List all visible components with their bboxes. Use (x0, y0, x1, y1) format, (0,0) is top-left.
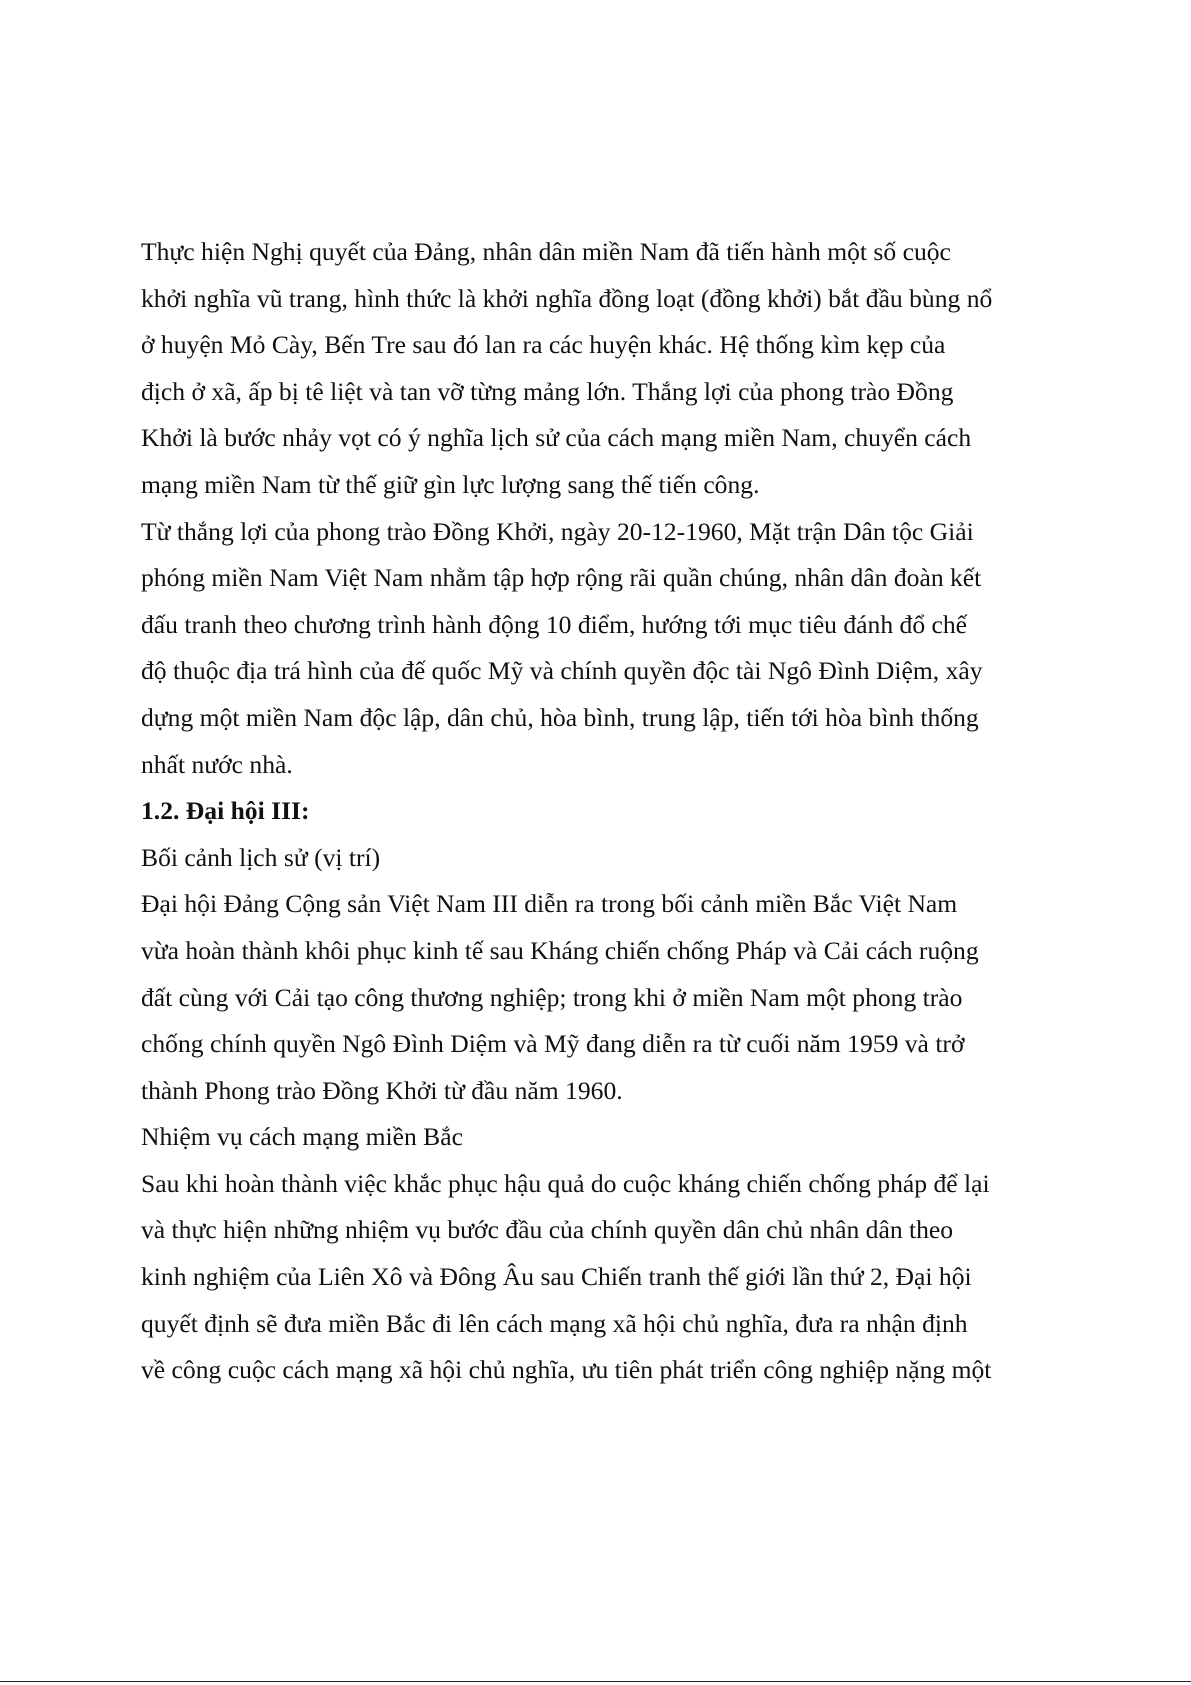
document-body (141, 229, 1051, 1394)
text-line: dựng một miền Nam độc lập, dân chủ, hòa bình, trung lập, tiến tới hòa bình thống (141, 702, 979, 732)
text-line: và thực hiện những nhiệm vụ bước đầu của chính quyền dân chủ nhân dân theo (141, 1215, 954, 1245)
text-line: đất cùng với Cải tạo công thương nghiệp; trong khi ở miền Nam một phong trào (141, 982, 963, 1012)
section-heading: 1.2. Đại hội III: (141, 796, 310, 826)
text-line: Khởi là bước nhảy vọt có ý nghĩa lịch sử của cách mạng miền Nam, chuyển cách (141, 423, 972, 453)
paragraph-dong-khoi (141, 229, 1051, 509)
paragraph-mat-tran (141, 509, 1051, 789)
text-line: Từ thắng lợi của phong trào Đồng Khởi, ngày 20-12-1960, Mặt trận Dân tộc Giải (141, 516, 974, 546)
text-line: địch ở xã, ấp bị tê liệt và tan vỡ từng mảng lớn. Thắng lợi của phong trào Đồng (141, 376, 954, 406)
text-line: mạng miền Nam từ thế giữ gìn lực lượng sang thế tiến công. (141, 469, 760, 499)
paragraph-dai-hoi (141, 881, 1051, 1114)
text-line: kinh nghiệm của Liên Xô và Đông Âu sau Chiến tranh thế giới lần thứ 2, Đại hội (141, 1262, 972, 1292)
text-line: Sau khi hoàn thành việc khắc phục hậu quả do cuộc kháng chiến chống pháp để lại (141, 1168, 990, 1198)
paragraph-nhiem-vu (141, 1161, 1051, 1394)
subheading-nhiem-vu: Nhiệm vụ cách mạng miền Bắc (141, 1122, 463, 1152)
text-line: chống chính quyền Ngô Đình Diệm và Mỹ đang diễn ra từ cuối năm 1959 và trở (141, 1029, 965, 1059)
text-line: Thực hiện Nghị quyết của Đảng, nhân dân miền Nam đã tiến hành một số cuộc (141, 237, 951, 266)
text-line: nhất nước nhà. (141, 749, 293, 779)
subheading-boi-canh: Bối cảnh lịch sử (vị trí) (141, 842, 381, 872)
text-line: thành Phong trào Đồng Khởi từ đầu năm 1960. (141, 1075, 623, 1105)
text-line: đấu tranh theo chương trình hành động 10 điểm, hướng tới mục tiêu đánh đổ chế (141, 609, 968, 639)
text-line: Đại hội Đảng Cộng sản Việt Nam III diễn ra trong bối cảnh miền Bắc Việt Nam (141, 889, 958, 919)
page-bottom-rule (0, 1681, 1191, 1682)
text-line: vừa hoàn thành khôi phục kinh tế sau Kháng chiến chống Pháp và Cải cách ruộng (141, 935, 979, 965)
text-line: phóng miền Nam Việt Nam nhằm tập hợp rộng rãi quần chúng, nhân dân đoàn kết (141, 563, 982, 593)
text-line: về công cuộc cách mạng xã hội chủ nghĩa, ưu tiên phát triển công nghiệp nặng một (141, 1355, 992, 1385)
text-line: ở huyện Mỏ Cày, Bến Tre sau đó lan ra các huyện khác. Hệ thống kìm kẹp của (141, 330, 946, 360)
text-line: quyết định sẽ đưa miền Bắc đi lên cách mạng xã hội chủ nghĩa, đưa ra nhận định (141, 1308, 968, 1338)
text-line: khởi nghĩa vũ trang, hình thức là khởi nghĩa đồng loạt (đồng khởi) bắt đầu bùng nổ (141, 283, 993, 313)
text-line: độ thuộc địa trá hình của đế quốc Mỹ và chính quyền độc tài Ngô Đình Diệm, xây (141, 656, 983, 686)
